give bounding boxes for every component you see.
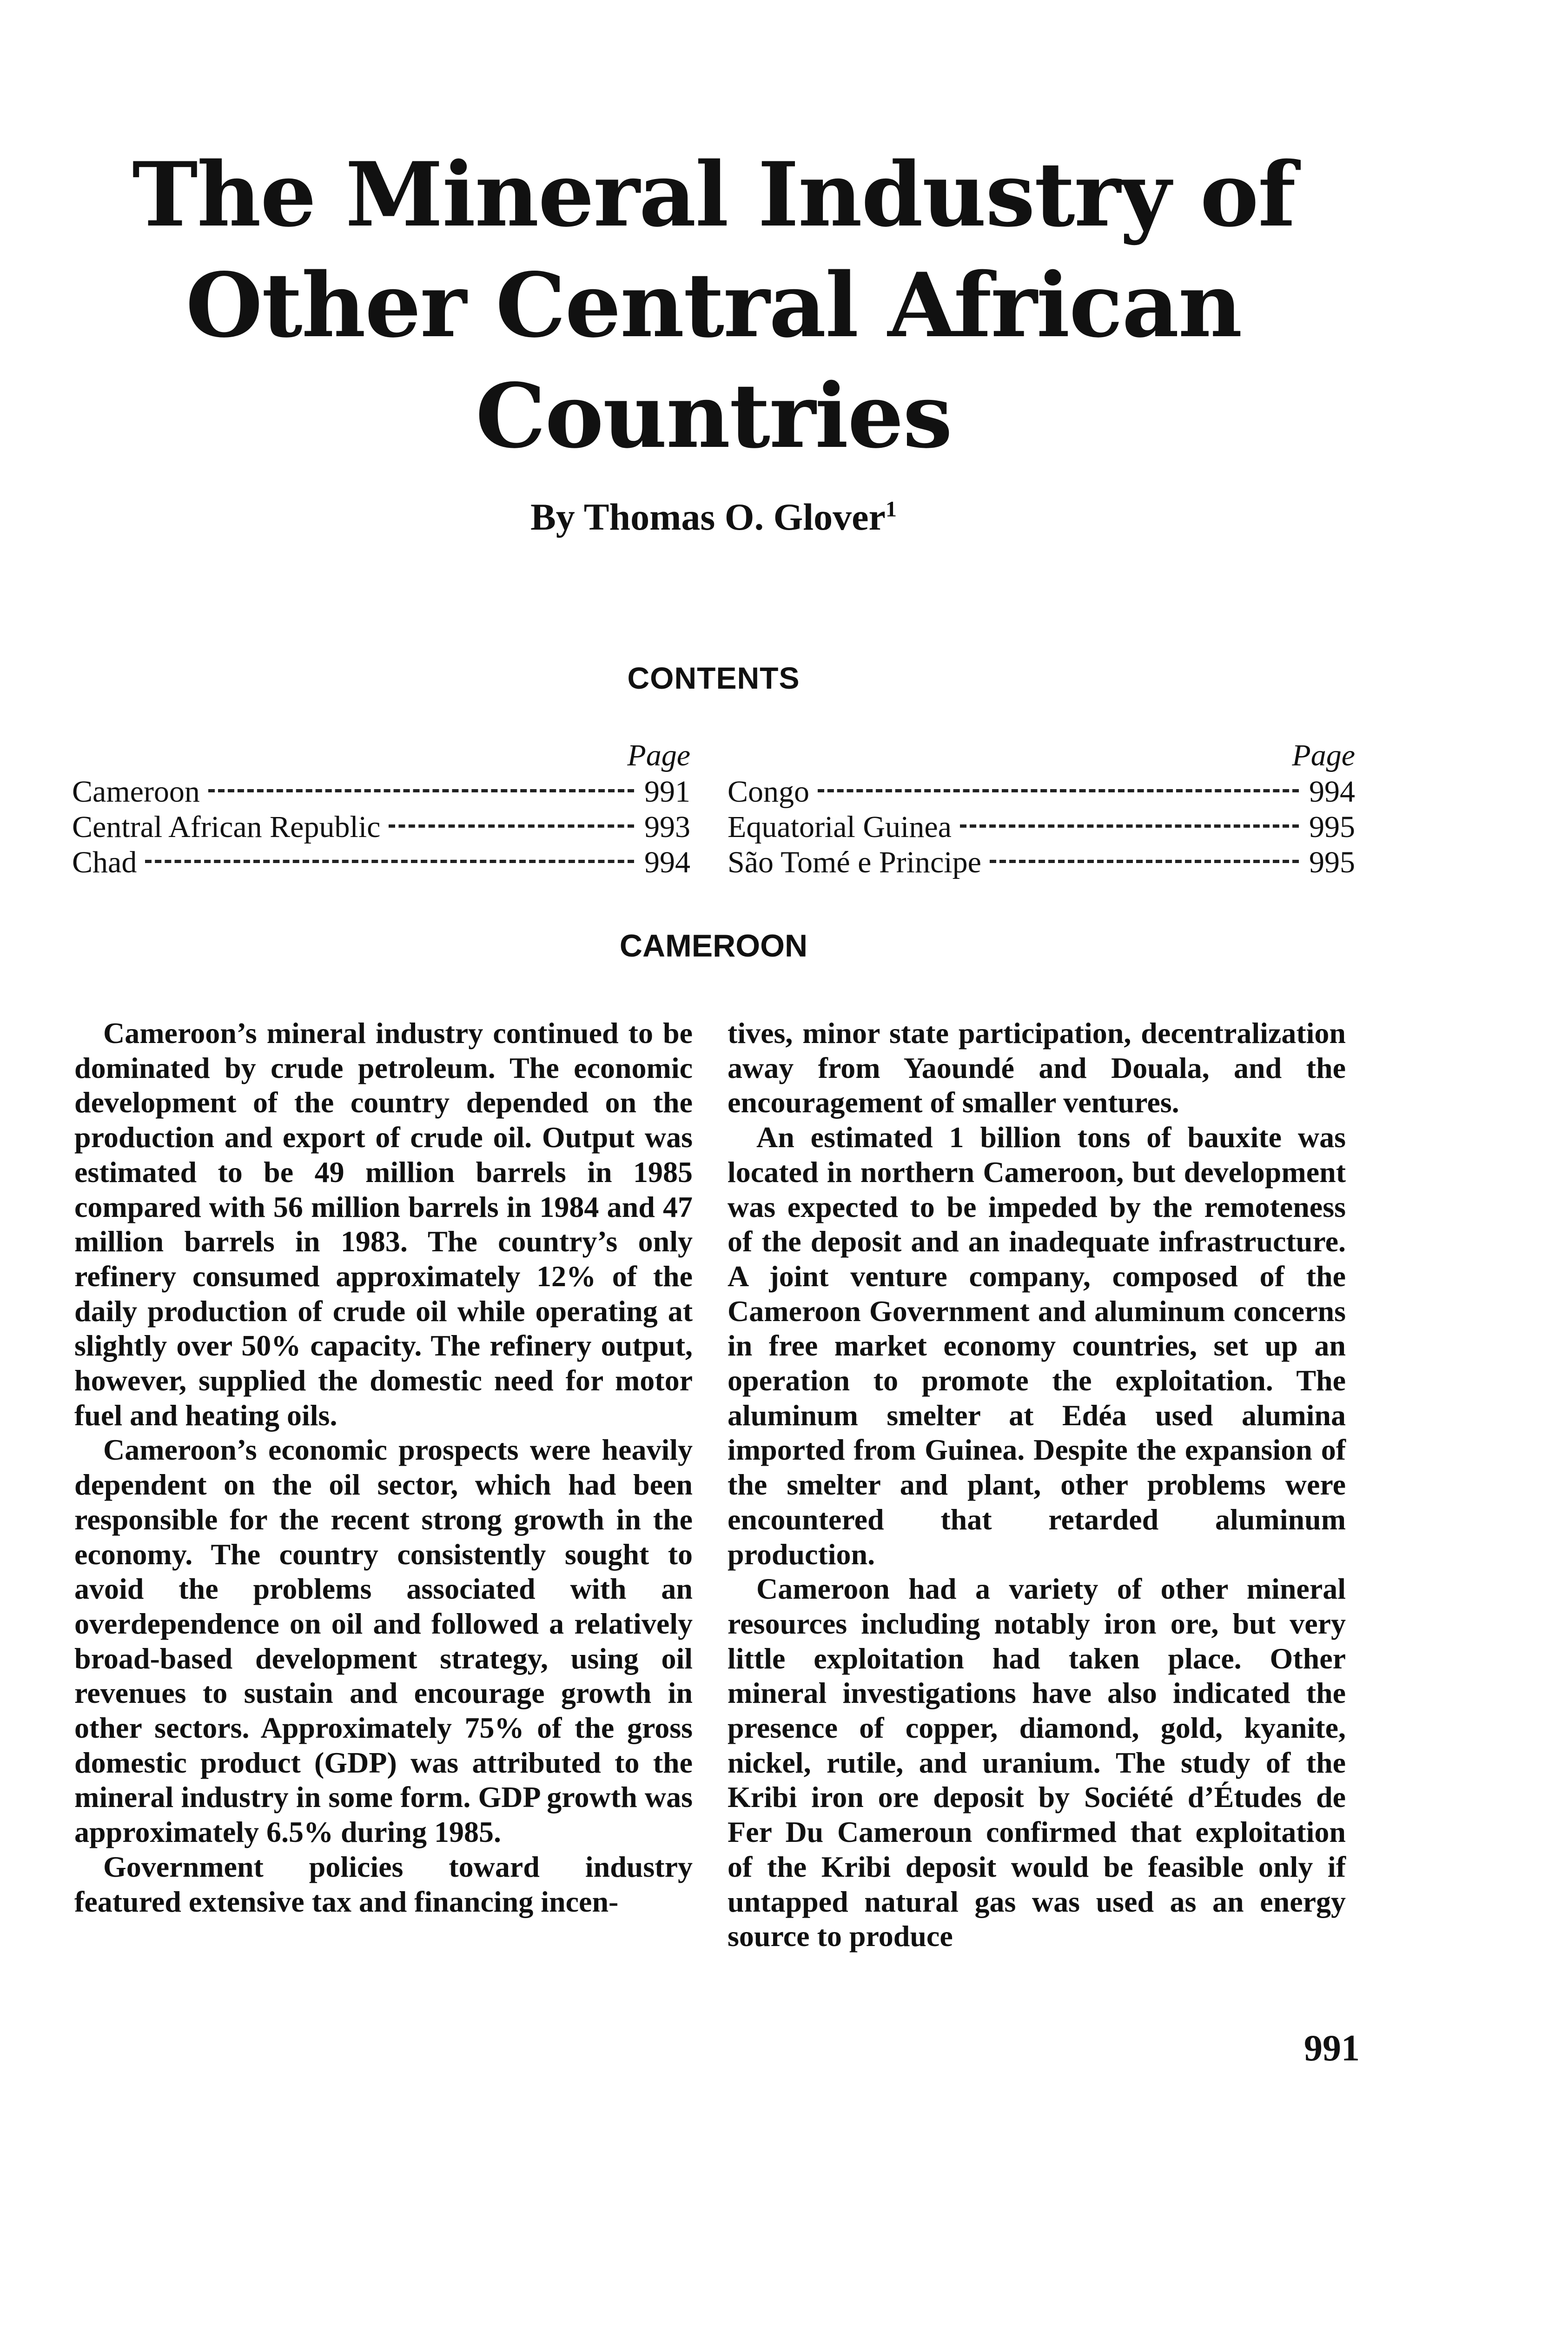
author-footnote-mark: 1: [885, 497, 897, 522]
toc-entry-name: Central African Republic: [72, 810, 381, 844]
toc-entry-name: São Tomé e Principe: [728, 845, 981, 879]
body-paragraph: An estimated 1 billion tons of bauxite was located in northern Cameroon, but development was expected to be impeded by the remoteness of the deposit and an inadequate infrastructure. A joint venture company, composed of the Cameroon Government and aluminum concerns in free market economy countries, set up an operation to promote the exploitation. The aluminum smelter at Edéa used alumina imported from Guinea. Despite the expansion of the smelter and plant, other problems were encountered that retarded aluminum production.: [728, 1121, 1346, 1571]
toc-leader: [990, 860, 1299, 863]
toc-entry-name: Equatorial Guinea: [728, 810, 952, 844]
toc-entry-page: 995: [1309, 810, 1355, 844]
toc-entry-page: 995: [1309, 845, 1355, 879]
page-number: 991: [1304, 2028, 1360, 2069]
title-line-1: The Mineral Industry of: [132, 143, 1295, 246]
toc-entry[interactable]: [728, 845, 1355, 880]
toc-entry[interactable]: [728, 810, 1355, 845]
title-line-3: Countries: [475, 364, 952, 468]
toc-leader: [960, 824, 1299, 828]
toc-left-column: [72, 737, 690, 880]
toc-page-label: Page: [1292, 738, 1355, 772]
toc-entry[interactable]: [72, 774, 690, 810]
body-column-left: [74, 1016, 693, 1919]
toc-right-column: [728, 737, 1355, 880]
section-heading: CAMEROON: [619, 928, 808, 963]
body-paragraph: Government policies toward industry featured extensive tax and financing incen-: [74, 1850, 693, 1918]
body-paragraph-continued: tives, minor state participation, decentralization away from Yaoundé and Douala, and the encouragement of smaller ventures.: [728, 1016, 1346, 1119]
author-byline: [0, 495, 1427, 539]
toc-entry-name: Cameroon: [72, 775, 200, 809]
title-line-2: Other Central African: [185, 253, 1242, 357]
toc-entry[interactable]: [728, 774, 1355, 810]
body-column-right: [728, 1016, 1346, 1954]
toc-entry[interactable]: [72, 810, 690, 845]
body-paragraph: Cameroon had a variety of other mineral resources including notably iron ore, but very little exploitation had taken place. Other mineral investigations have also indicated the presence of copper, diamond, gold, kyanite, nickel, rutile, and uranium. The study of the Kribi iron ore deposit by Société d’Études de Fer Du Cameroun confirmed that exploitation of the Kribi deposit would be feasible only if untapped natural gas was used as an energy source to produce: [728, 1572, 1346, 1953]
toc-entry-page: 994: [644, 845, 690, 879]
toc-entry[interactable]: [72, 845, 690, 880]
author-name: By Thomas O. Glover: [530, 496, 886, 538]
toc-leader: [208, 789, 634, 792]
toc-entry-page: 993: [644, 810, 690, 844]
toc-entry-page: 994: [1309, 775, 1355, 809]
toc-leader: [145, 860, 634, 863]
toc-leader: [818, 789, 1299, 792]
toc-leader: [389, 824, 634, 828]
contents-heading: CONTENTS: [627, 661, 800, 695]
article-title: [0, 140, 1427, 472]
toc-entry-page: 991: [644, 775, 690, 809]
toc-page-label: Page: [627, 738, 690, 772]
toc-entry-name: Chad: [72, 845, 137, 879]
toc-entry-name: Congo: [728, 775, 810, 809]
body-paragraph: Cameroon’s mineral industry continued to be dominated by crude petroleum. The economic development of the country depended on the production and export of crude oil. Output was estimated to be 49 million barrels in 1985 compared with 56 million barrels in 1984 and 47 million barrels in 1983. The country’s only refinery consumed approximately 12% of the daily production of crude oil while operating at slightly over 50% capacity. The refinery output, however, supplied the domestic need for motor fuel and heating oils.: [74, 1016, 693, 1432]
body-paragraph: Cameroon’s economic prospects were heavily dependent on the oil sector, which had been responsible for the recent strong growth in the economy. The country consistently sought to avoid the problems associated with an overdependence on oil and followed a relatively broad-based development strategy, using oil revenues to sustain and encourage growth in other sectors. Approximately 75% of the gross domestic product (GDP) was attributed to the mineral industry in some form. GDP growth was approximately 6.5% during 1985.: [74, 1433, 693, 1849]
